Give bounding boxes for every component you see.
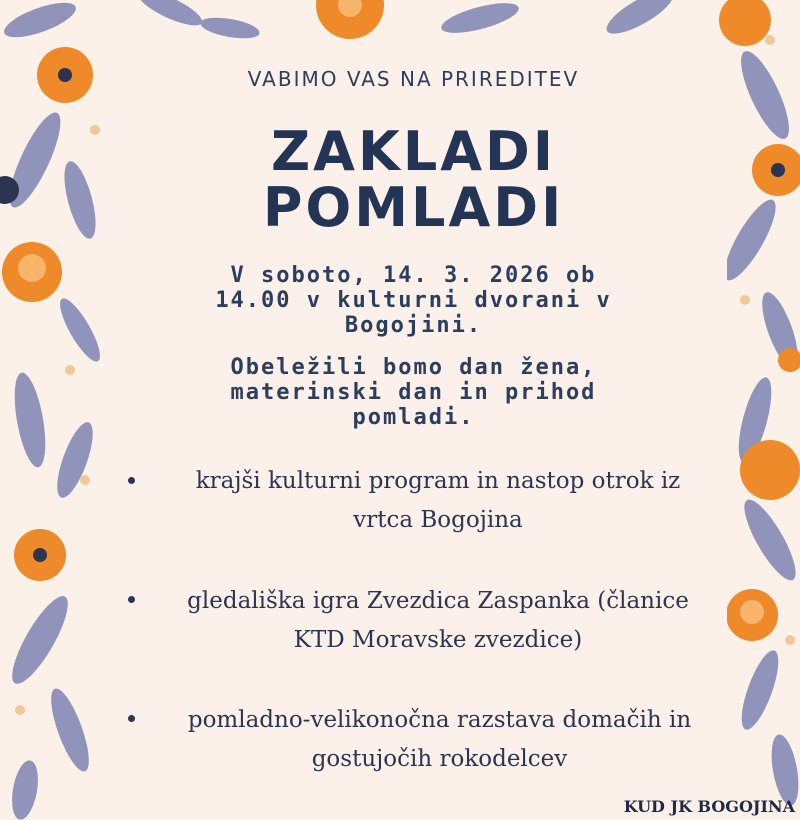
bullet-icon (128, 596, 135, 603)
program-item-line2: KTD Moravske zvezdice) (293, 627, 583, 653)
organizer-label: KUD JK BOGOJINA (623, 797, 795, 816)
program-item-line1: pomladno-velikonočna razstava domačih in (187, 707, 692, 733)
event-title-line2: POMLADI (262, 176, 565, 239)
event-title-line1: ZAKLADI (271, 120, 556, 183)
event-datetime (130, 263, 697, 338)
list-item (152, 701, 727, 779)
datetime-line2: 14.00 v kulturni dvorani v (215, 288, 612, 313)
purpose-line2: materinski dan in prihod (230, 380, 597, 405)
invitation-card (100, 45, 727, 820)
list-item (158, 462, 718, 540)
purpose-line1: Obeležili bomo dan žena, (230, 355, 597, 380)
program-item-line1: krajši kulturni program in nastop otrok iz (195, 468, 681, 494)
invitation-kicker: VABIMO VAS NA PRIREDITEV (247, 67, 580, 91)
bullet-icon (128, 715, 135, 722)
program-item-line2: vrtca Bogojina (353, 507, 523, 533)
program-item-line1: gledališka igra Zvezdica Zaspanka (članice (187, 588, 689, 614)
list-item (158, 582, 718, 660)
bullet-icon (128, 477, 135, 484)
datetime-line1: V soboto, 14. 3. 2026 ob (230, 263, 597, 288)
flower-icon (316, 0, 771, 46)
event-purpose (130, 355, 697, 430)
purpose-line3: pomladi. (352, 405, 475, 430)
program-item-line2: gostujočih rokodelcev (311, 746, 568, 772)
datetime-line3: Bogojini. (344, 313, 483, 338)
